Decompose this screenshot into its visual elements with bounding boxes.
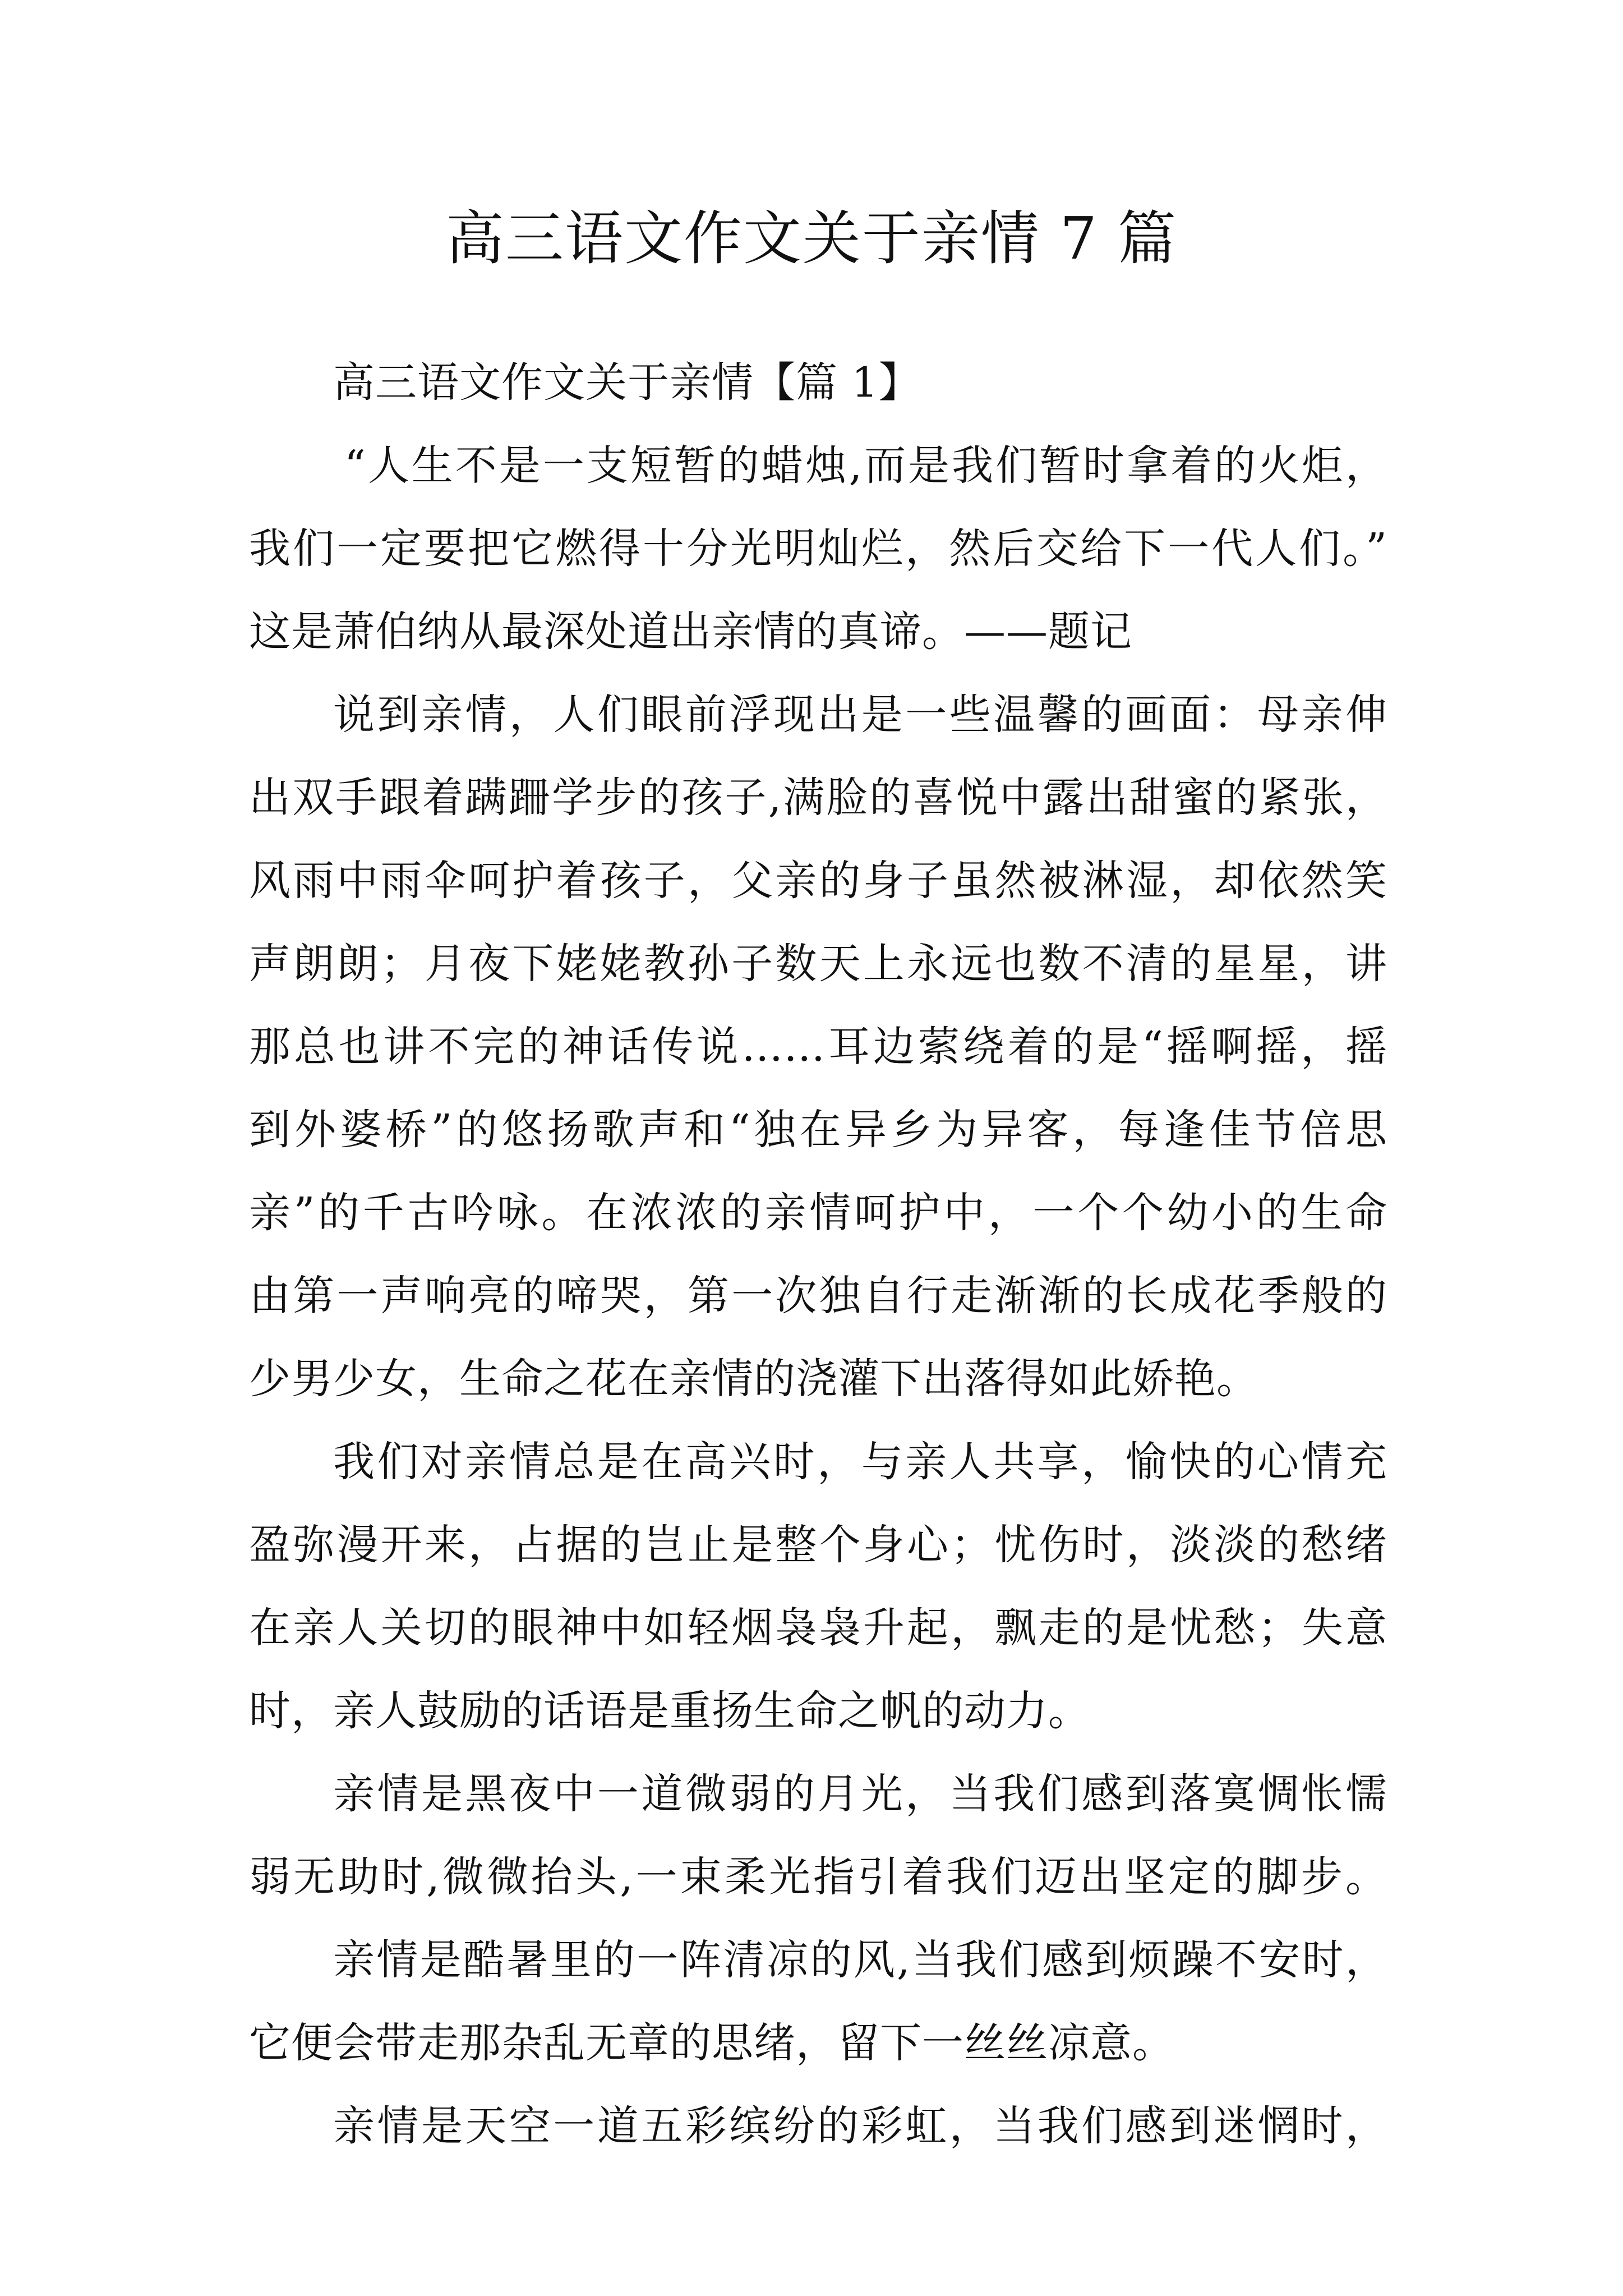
paragraph-line: 弱无助时,微微抬头,一束柔光指引着我们迈出坚定的脚步。 (249, 1853, 1387, 1901)
paragraph-line: 在亲人关切的眼神中如轻烟袅袅升起，飘走的是忧愁；失意 (249, 1604, 1387, 1652)
paragraph-line: 少男少女，生命之花在亲情的浇灌下出落得如此娇艳。 (249, 1355, 1258, 1403)
epigraph-line: 我们一定要把它燃得十分光明灿烂，然后交给下一代人们。” (249, 524, 1387, 573)
paragraph-line: 出双手跟着蹒跚学步的孩子,满脸的喜悦中露出甜蜜的紧张， (249, 774, 1387, 822)
section-heading: 高三语文作文关于亲情【篇 1】 (333, 358, 921, 407)
paragraph-line: 我们对亲情总是在高兴时，与亲人共享，愉快的心情充 (333, 1438, 1387, 1486)
paragraph-line: 由第一声响亮的啼哭，第一次独自行走渐渐的长成花季般的 (249, 1272, 1387, 1320)
paragraph-line: 盈弥漫开来，占据的岂止是整个身心；忧伤时，淡淡的愁绪 (249, 1521, 1387, 1569)
document-title: 高三语文作文关于亲情 7 篇 (445, 204, 1178, 273)
epigraph-line: “人生不是一支短暂的蜡烛,而是我们暂时拿着的火炬， (344, 441, 1387, 490)
epigraph-line: 这是萧伯纳从最深处道出亲情的真谛。——题记 (249, 608, 1132, 656)
paragraph-line: 它便会带走那杂乱无章的思绪，留下一丝丝凉意。 (249, 2019, 1174, 2067)
paragraph-line: 亲”的千古吟咏。在浓浓的亲情呵护中，一个个幼小的生命 (249, 1189, 1387, 1237)
paragraph-line: 声朗朗；月夜下姥姥教孙子数天上永远也数不清的星星，讲 (249, 940, 1387, 988)
paragraph-line: 亲情是天空一道五彩缤纷的彩虹，当我们感到迷惘时， (333, 2102, 1387, 2150)
paragraph-line: 到外婆桥”的悠扬歌声和“独在异乡为异客，每逢佳节倍思 (249, 1106, 1387, 1154)
paragraph-line: 那总也讲不完的神话传说……耳边萦绕着的是“摇啊摇，摇 (249, 1023, 1387, 1071)
paragraph-line: 说到亲情，人们眼前浮现出是一些温馨的画面：母亲伸 (333, 691, 1387, 739)
paragraph-line: 风雨中雨伞呵护着孩子，父亲的身子虽然被淋湿，却依然笑 (249, 857, 1387, 905)
document-body (249, 341, 1387, 2168)
paragraph-line: 亲情是黑夜中一道微弱的月光，当我们感到落寞惆怅懦 (333, 1770, 1387, 1818)
paragraph-line: 亲情是酷暑里的一阵清凉的风,当我们感到烦躁不安时， (333, 1936, 1387, 1984)
paragraph-line: 时，亲人鼓励的话语是重扬生命之帆的动力。 (249, 1687, 1090, 1735)
